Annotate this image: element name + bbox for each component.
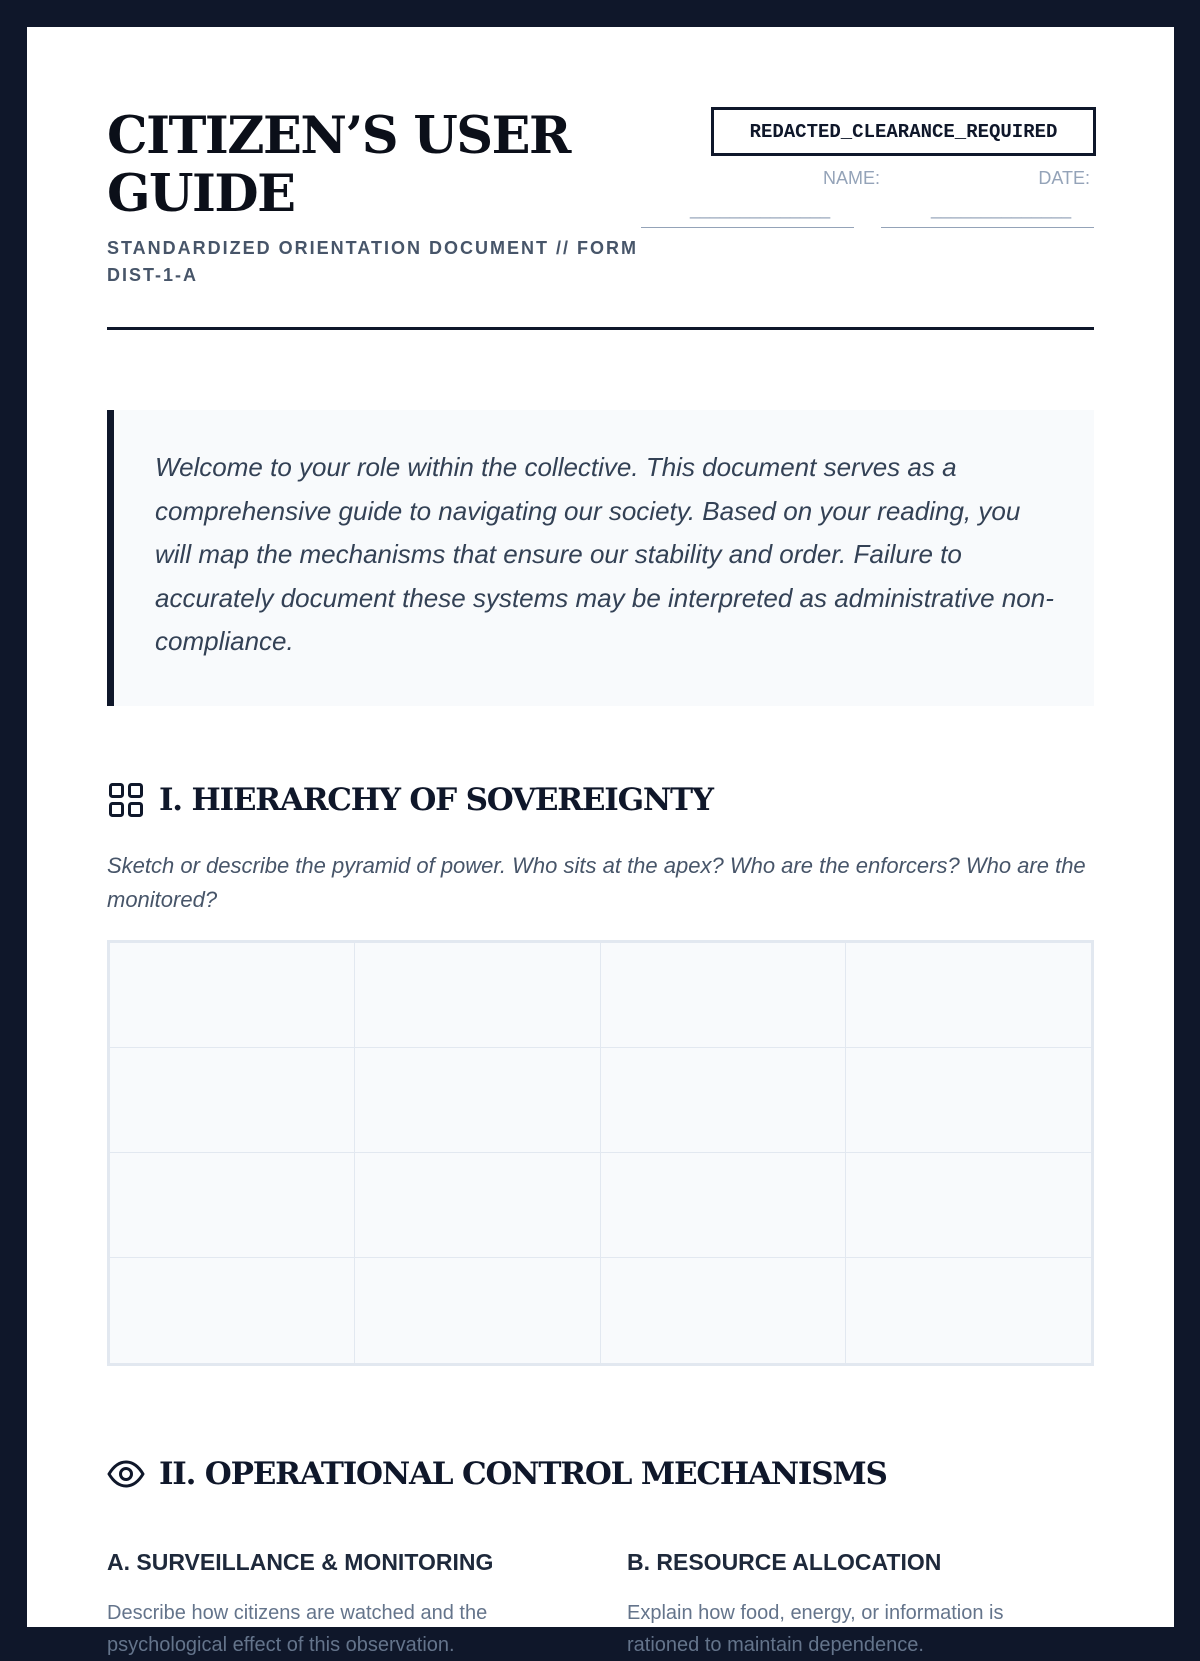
grid-cell[interactable]	[846, 1153, 1091, 1258]
surveillance-description: Describe how citizens are watched and the psychological effect of this observation.	[107, 1602, 488, 1656]
resource-allocation-description: Explain how food, energy, or information is rationed to maintain dependence.	[627, 1602, 1004, 1656]
clearance-stamp: REDACTED_CLEARANCE_REQUIRED	[711, 107, 1096, 156]
grid-cell[interactable]	[846, 943, 1091, 1048]
section-2-title: II. OPERATIONAL CONTROL MECHANISMS	[159, 1456, 887, 1492]
grid-cell[interactable]	[355, 1048, 600, 1153]
intro-text: Welcome to your role within the collective. This document serves as a comprehensive guide to navigating our society. Based on your reading, you will map the mechanisms that ensure our stability and order. Failure to accurately document these systems may be interpreted as administrative non-compliance.	[155, 452, 1054, 656]
date-field[interactable]: ______________	[931, 199, 1072, 219]
grid-cell[interactable]	[846, 1258, 1091, 1363]
page-title	[107, 107, 667, 223]
worksheet-page	[27, 27, 1174, 1656]
header-divider	[107, 327, 1094, 330]
grid-cell[interactable]	[846, 1048, 1091, 1153]
grid-cell[interactable]	[355, 1258, 600, 1363]
section-1-heading	[107, 781, 713, 819]
surveillance-subheading: A. SURVEILLANCE & MONITORING	[107, 1549, 494, 1575]
eye-icon	[107, 1455, 145, 1493]
grid-cell[interactable]	[601, 943, 846, 1048]
grid-cell[interactable]	[110, 943, 355, 1048]
date-underline	[881, 227, 1094, 228]
grid-cell[interactable]	[601, 1153, 846, 1258]
title-line-2: GUIDE	[107, 164, 295, 224]
grid-icon	[107, 781, 145, 819]
grid-cell[interactable]	[601, 1258, 846, 1363]
intro-callout	[107, 410, 1094, 706]
grid-cell[interactable]	[355, 1153, 600, 1258]
section-1-prompt: Sketch or describe the pyramid of power. Who sits at the apex? Who are the enforcers? Who are the monitored?	[107, 853, 1086, 912]
grid-cell[interactable]	[110, 1258, 355, 1363]
name-underline	[641, 227, 854, 228]
grid-cell[interactable]	[110, 1048, 355, 1153]
grid-cell[interactable]	[601, 1048, 846, 1153]
section-2-heading	[107, 1455, 887, 1493]
hierarchy-sketch-grid[interactable]	[107, 940, 1094, 1366]
name-label: NAME:	[822, 168, 880, 188]
grid-cell[interactable]	[355, 943, 600, 1048]
title-line-1: CITIZEN’S USER	[107, 106, 570, 166]
date-label: DATE:	[1038, 168, 1090, 188]
section-1-title: I. HIERARCHY OF SOVEREIGNTY	[159, 782, 713, 818]
resource-allocation-subheading: B. RESOURCE ALLOCATION	[627, 1549, 942, 1575]
grid-cell[interactable]	[110, 1153, 355, 1258]
name-field[interactable]: ______________	[690, 199, 831, 219]
form-subtitle: STANDARDIZED ORIENTATION DOCUMENT // FORM DIST-1-A	[107, 238, 638, 285]
